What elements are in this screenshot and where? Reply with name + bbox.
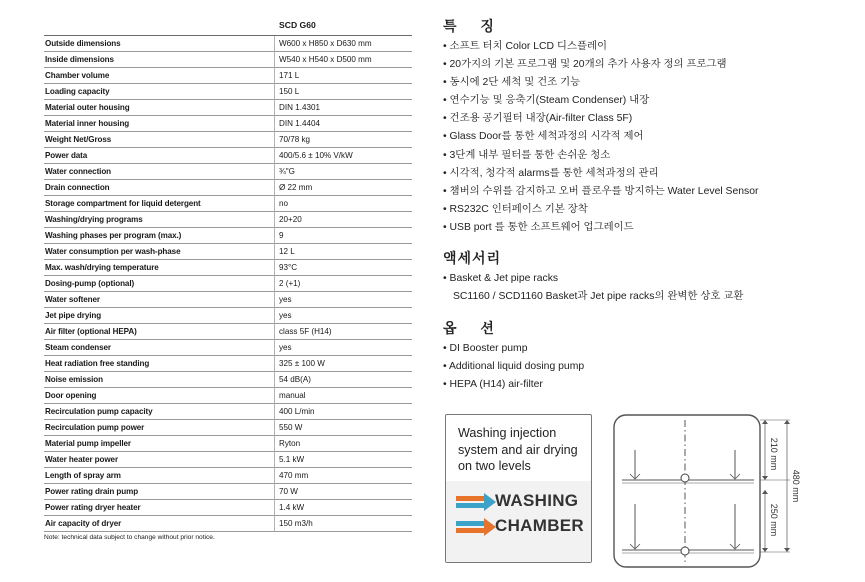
spec-label: Weight Net/Gross bbox=[45, 135, 112, 144]
spec-label: Door opening bbox=[45, 391, 97, 400]
spec-row bbox=[44, 420, 412, 436]
spec-value: 550 W bbox=[279, 423, 303, 432]
spec-row bbox=[44, 340, 412, 356]
spec-row bbox=[44, 260, 412, 276]
spec-value: ¾"G bbox=[279, 167, 295, 176]
spec-value: 70 W bbox=[279, 487, 298, 496]
spec-row bbox=[44, 68, 412, 84]
badge-word-chamber: CHAMBER bbox=[495, 516, 584, 535]
spec-label: Power data bbox=[45, 151, 88, 160]
spec-row bbox=[44, 388, 412, 404]
upper-spray-hub bbox=[681, 474, 689, 482]
spec-row bbox=[44, 196, 412, 212]
spec-value: yes bbox=[279, 343, 292, 352]
spec-label: Washing/drying programs bbox=[45, 215, 143, 224]
feature-item: • 동시에 2단 세척 및 건조 기능 bbox=[443, 74, 853, 92]
feature-item: • RS232C 인터페이스 기본 장착 bbox=[443, 201, 853, 219]
feature-item: • USB port 를 통한 소프트웨어 업그레이드 bbox=[443, 219, 853, 237]
accessories-title: 액세서리 bbox=[443, 250, 502, 267]
spec-value: DIN 1.4404 bbox=[279, 119, 320, 128]
spec-row bbox=[44, 164, 412, 180]
spec-label: Dosing-pump (optional) bbox=[45, 279, 135, 288]
spec-row bbox=[44, 116, 412, 132]
spec-value: W540 x H540 x D500 mm bbox=[279, 55, 372, 64]
spec-label: Steam condenser bbox=[45, 343, 111, 352]
spec-row bbox=[44, 308, 412, 324]
features-title: 특 징 bbox=[443, 18, 504, 34]
spec-row bbox=[44, 228, 412, 244]
spec-label: Material outer housing bbox=[45, 103, 130, 112]
spec-value: Ryton bbox=[279, 439, 301, 448]
lower-spray-hub bbox=[681, 547, 689, 555]
spec-label: Water connection bbox=[45, 167, 112, 176]
spec-label: Material pump impeller bbox=[45, 439, 131, 448]
spec-label: Chamber volume bbox=[45, 71, 110, 80]
accessories-detail: SC1160 / SCD1160 Basket과 Jet pipe racks의 완벽한 상호 교환 bbox=[453, 291, 744, 303]
spec-label: Material inner housing bbox=[45, 119, 130, 128]
feature-item: • 시각적, 청각적 alarms를 통한 세척과정의 관리 bbox=[443, 165, 853, 183]
spec-label: Washing phases per program (max.) bbox=[45, 231, 182, 240]
spec-label: Inside dimensions bbox=[45, 55, 114, 64]
spec-row bbox=[44, 276, 412, 292]
spec-value: 2 (+1) bbox=[279, 279, 301, 288]
spec-value: 20+20 bbox=[279, 215, 302, 224]
spec-label: Drain connection bbox=[45, 183, 110, 192]
spec-value: 325 ± 100 W bbox=[279, 359, 325, 368]
accessory-item: • Basket & Jet pipe racks bbox=[443, 270, 853, 288]
spec-label: Water heater power bbox=[45, 455, 119, 464]
spec-value: 470 mm bbox=[279, 471, 309, 480]
feature-column bbox=[443, 14, 853, 394]
spec-value: 70/78 kg bbox=[279, 135, 311, 144]
spec-row bbox=[44, 404, 412, 420]
washing-chamber-badge bbox=[445, 414, 592, 563]
spec-value: 1.4 kW bbox=[279, 503, 305, 512]
spec-row bbox=[44, 516, 412, 532]
chamber-drawing bbox=[610, 412, 810, 572]
spec-row bbox=[44, 468, 412, 484]
spec-label: Length of spray arm bbox=[45, 471, 121, 480]
spec-label: Recirculation pump power bbox=[45, 423, 145, 432]
feature-item: • 챔버의 수위를 감지하고 오버 플로우를 방지하는 Water Level Sensor bbox=[443, 183, 853, 201]
spec-value: 93°C bbox=[279, 263, 298, 272]
spec-value: 12 L bbox=[279, 247, 295, 256]
spec-label: Max. wash/drying temperature bbox=[45, 263, 159, 272]
dim-total-label: 480 mm bbox=[791, 469, 801, 503]
spec-value: class 5F (H14) bbox=[279, 327, 332, 336]
spec-label: Water softener bbox=[45, 295, 100, 304]
spec-value: 54 dB(A) bbox=[279, 375, 311, 384]
spec-row bbox=[44, 212, 412, 228]
double-arrow-icon bbox=[456, 518, 496, 536]
spec-label: Recirculation pump capacity bbox=[45, 407, 153, 416]
spec-value: 400/5.6 ± 10% V/kW bbox=[279, 151, 353, 160]
spec-label: Loading capacity bbox=[45, 87, 110, 96]
accessories-list bbox=[443, 270, 853, 288]
spec-value: manual bbox=[279, 391, 306, 400]
options-title: 옵 션 bbox=[443, 320, 504, 337]
spec-row bbox=[44, 52, 412, 68]
option-item: • Additional liquid dosing pump bbox=[443, 358, 853, 376]
feature-item: • 건조용 공기필터 내장(Air-filter Class 5F) bbox=[443, 110, 853, 128]
spec-row bbox=[44, 244, 412, 260]
spec-table-header bbox=[44, 18, 412, 36]
double-arrow-icon bbox=[456, 493, 496, 511]
spec-row bbox=[44, 100, 412, 116]
spec-label: Noise emission bbox=[45, 375, 103, 384]
spec-table-body bbox=[44, 36, 412, 532]
feature-item: • 20가지의 기본 프로그램 및 20개의 추가 사용자 정의 프로그램 bbox=[443, 56, 853, 74]
spec-label: Air capacity of dryer bbox=[45, 519, 122, 528]
spec-value: W600 x H850 x D630 mm bbox=[279, 39, 372, 48]
spec-value: Ø 22 mm bbox=[279, 183, 313, 192]
features-list bbox=[443, 38, 853, 237]
options-list bbox=[443, 340, 853, 394]
spec-label: Storage compartment for liquid detergent bbox=[45, 199, 201, 208]
spec-label: Heat radiation free standing bbox=[45, 359, 150, 368]
spec-value: 150 m3/h bbox=[279, 519, 313, 528]
spec-value: 171 L bbox=[279, 71, 300, 80]
spec-row bbox=[44, 436, 412, 452]
spec-label: Outside dimensions bbox=[45, 39, 121, 48]
option-item: • DI Booster pump bbox=[443, 340, 853, 358]
spec-row bbox=[44, 148, 412, 164]
spec-row bbox=[44, 484, 412, 500]
spec-value: yes bbox=[279, 311, 292, 320]
spec-row bbox=[44, 500, 412, 516]
badge-word-washing: WASHING bbox=[495, 491, 579, 510]
badge-caption: Washing injection system and air drying on two levels bbox=[458, 426, 578, 473]
spec-label: Water consumption per wash-phase bbox=[45, 247, 181, 256]
spec-row bbox=[44, 84, 412, 100]
model-name: SCD G60 bbox=[279, 20, 316, 30]
spec-value: 400 L/min bbox=[279, 407, 315, 416]
spec-value: 9 bbox=[279, 231, 284, 240]
spec-value: 150 L bbox=[279, 87, 300, 96]
spec-row bbox=[44, 36, 412, 52]
spec-value: DIN 1.4301 bbox=[279, 103, 320, 112]
feature-item: • 3단계 내부 필터를 통한 손쉬운 청소 bbox=[443, 147, 853, 165]
spec-label: Jet pipe drying bbox=[45, 311, 102, 320]
spec-value: no bbox=[279, 199, 289, 208]
spec-value: 5.1 kW bbox=[279, 455, 305, 464]
footnote: Note: technical data subject to change without prior notice. bbox=[44, 534, 215, 541]
spec-row bbox=[44, 356, 412, 372]
spec-row bbox=[44, 324, 412, 340]
feature-item: • 소프트 터치 Color LCD 디스플레이 bbox=[443, 38, 853, 56]
feature-item: • 연수기능 및 응축기(Steam Condenser) 내장 bbox=[443, 92, 853, 110]
spec-row bbox=[44, 452, 412, 468]
spec-label: Power rating dryer heater bbox=[45, 503, 141, 512]
option-item: • HEPA (H14) air-filter bbox=[443, 376, 853, 394]
spec-table bbox=[44, 18, 412, 532]
dim-top-label: 210 mm bbox=[769, 437, 779, 471]
spec-label: Power rating drain pump bbox=[45, 487, 139, 496]
spec-row bbox=[44, 372, 412, 388]
spec-label: Air filter (optional HEPA) bbox=[45, 327, 137, 336]
dim-bottom-label: 250 mm bbox=[769, 503, 779, 537]
chamber-outline bbox=[614, 415, 760, 567]
spec-row bbox=[44, 180, 412, 196]
spec-value: yes bbox=[279, 295, 292, 304]
spec-row bbox=[44, 292, 412, 308]
spec-row bbox=[44, 132, 412, 148]
feature-item: • Glass Door를 통한 세척과정의 시각적 제어 bbox=[443, 128, 853, 146]
